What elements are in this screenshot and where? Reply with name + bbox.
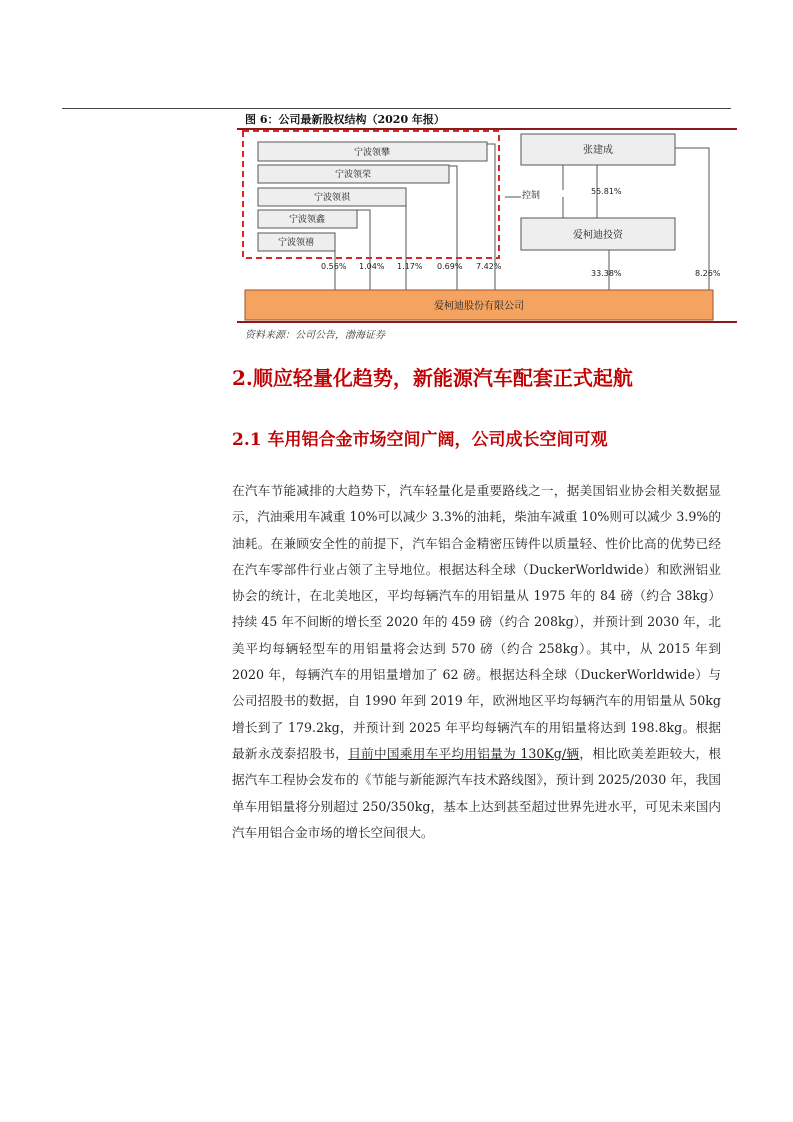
label-control: 控制 [522, 191, 541, 201]
figure-source: 资料来源：公司公告，渤海证券 [245, 330, 385, 341]
pct-lingpan: 7.42% [476, 262, 502, 271]
label-person: 张建成 [583, 145, 613, 156]
label-lingxi: 宁波领禧 [277, 238, 315, 248]
body-paragraph [232, 478, 721, 846]
pct-lingxin: 1.04% [359, 262, 385, 271]
paragraph-part1: 在汽车节能减排的大趋势下，汽车轻量化是重要路线之一，据美国铝业协会相关数据显示，汽油乘用车减重 10%可以减少 3.3%的油耗，柴油车减重 10%则可以减少 3.9%的油耗。在兼顾安全性的前提下，汽车铝合金精密压铸件以质量轻、性价比高的优势已经在汽车零部件行业占领了主导地位。根据达科全球（DuckerWorldwide）和欧洲铝业协会的统计，在北美地区，平均每辆汽车的用铝量从 1975 年的 84 磅（约合 38kg）持续 45 年不间断的增长至 2020 年的 459 磅（约合 208kg），并预计到 2030 年，北美平均每辆轻型车的用铝量将会达到 570 磅（约合 258kg）。其中，从 2015 年到 2020 年，每辆汽车的用铝量增加了 62 磅。根据达科全球（DuckerWorldwide）与公司招股书的数据，自 1990 年到 2019 年，欧洲地区平均每辆汽车的用铝量从 50kg 增长到了 179.2kg，并预计到 2025 年平均每辆汽车的用铝量将达到 198.8kg。根据最新永茂泰招股书， [232, 483, 721, 761]
figure-bottom-rule [237, 321, 737, 323]
paragraph-part2: ，相比欧美差距较大，根据汽车工程协会发布的《节能与新能源汽车技术路线图》，预计到 2025/2030 年，我国单车用铝量将分别超过 250/350kg，基本上达到甚至超过世界先进水平，可见未来国内汽车用铝合金市场的增长空间很大。 [232, 745, 722, 840]
label-lingchuang: 宁波领祺 [313, 193, 351, 203]
label-lingxin: 宁波领鑫 [288, 215, 326, 225]
pct-lingrong: 0.69% [437, 262, 463, 271]
label-company: 爱柯迪股份有限公司 [434, 301, 524, 312]
pct-lingxi: 0.56% [321, 262, 347, 271]
pct-person-company: 8.26% [695, 269, 721, 278]
header-rule [62, 108, 731, 109]
label-lingpan: 宁波领攀 [353, 148, 391, 158]
equity-structure-diagram [237, 130, 737, 322]
connector-lingxin [357, 210, 370, 290]
equity-diagram-svg [237, 130, 737, 322]
paragraph-underlined: 目前中国乘用车平均用铝量为 130Kg/辆 [348, 745, 580, 761]
figure-caption: 图 6：公司最新股权结构（2020 年报） [245, 113, 445, 126]
label-lingrong: 宁波领荣 [334, 170, 372, 180]
section-title: 2.顺应轻量化趋势，新能源汽车配套正式起航 [232, 366, 633, 390]
pct-invest-company: 33.38% [591, 269, 622, 278]
pct-lingchuang: 1.17% [397, 262, 423, 271]
connector-lingrong [449, 166, 457, 290]
label-invest: 爱柯迪投资 [573, 230, 623, 241]
section-subtitle: 2.1 车用铝合金市场空间广阔，公司成长空间可观 [232, 430, 608, 450]
pct-person-invest: 55.81% [591, 187, 622, 196]
